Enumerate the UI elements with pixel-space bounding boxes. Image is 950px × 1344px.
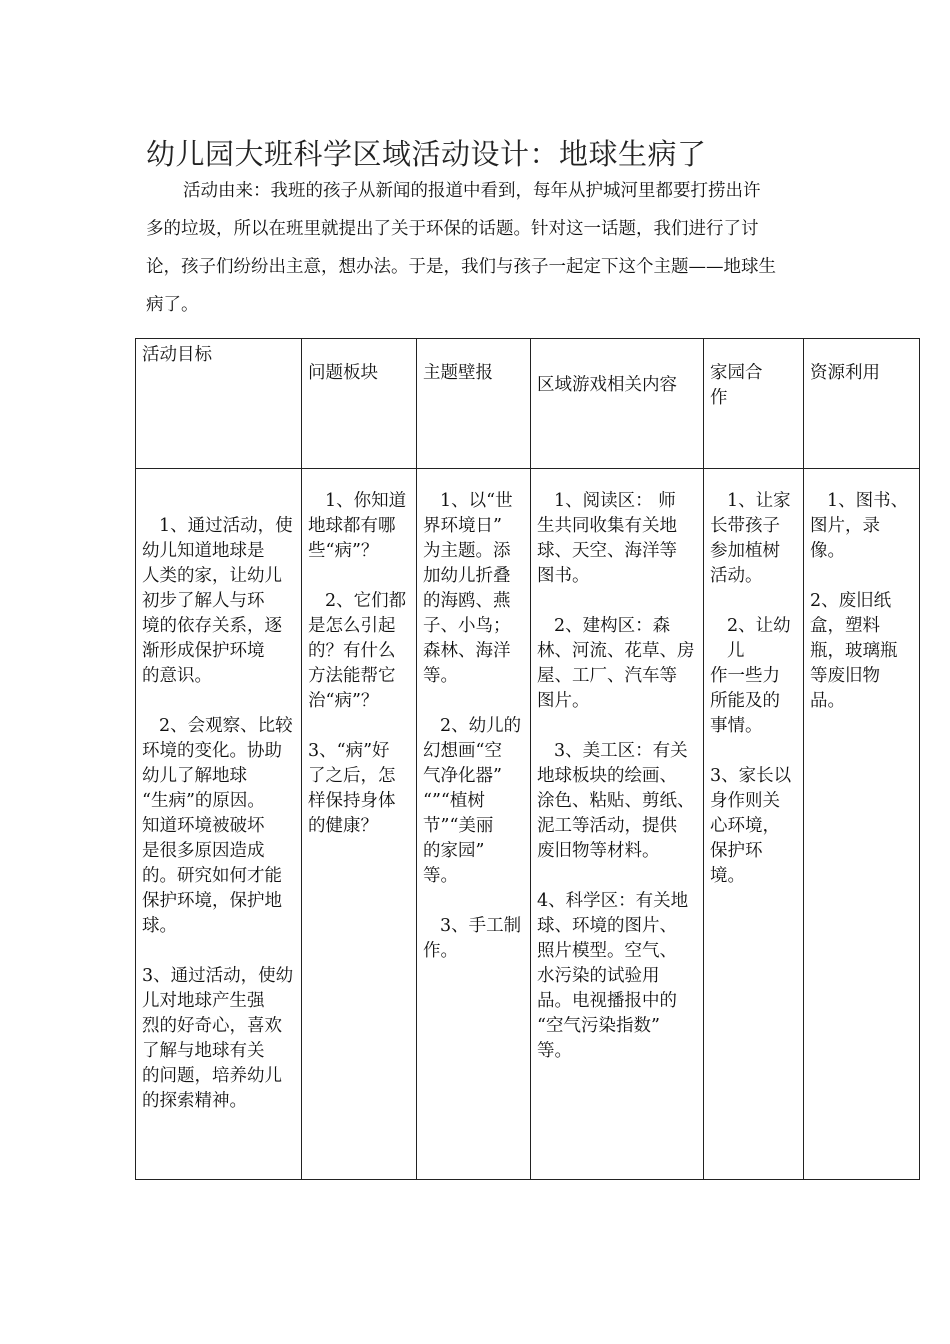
cell-text-line: 1、以“世 (440, 491, 513, 511)
cell-text-line: 3、美工区：有关 (554, 741, 688, 761)
cell-text-line: 人类的家，让幼儿 (142, 566, 282, 586)
cell-text-line: 事情。 (710, 716, 763, 736)
cell-text-line: 1、图书、 (827, 491, 909, 511)
cell-text-line: 的问题，培养幼儿 (142, 1066, 282, 1086)
cell-text-line: 心环境， (710, 816, 780, 836)
cell-text-line: 屋、工厂、汽车等 (537, 666, 677, 686)
intro-line: 活动由来：我班的孩子从新闻的报道中看到，每年从护城河里都要打捞出许 (183, 181, 761, 201)
cell-text-line: 4、科学区：有关地 (537, 891, 689, 911)
intro-line: 多的垃圾，所以在班里就提出了关于环保的话题。针对这一话题，我们进行了讨 (146, 219, 759, 239)
cell-text-line: 3、手工制 (440, 916, 522, 936)
cell-text-line: 长带孩子 (710, 516, 780, 536)
cell-text-line: 品。电视播报中的 (537, 991, 677, 1011)
cell-text-line: 方法能帮它 (308, 666, 396, 686)
cell-text-line: 1、通过活动，使 (159, 516, 293, 536)
cell-text-line: 保护环 (710, 841, 763, 861)
cell-text-line: 涂色、粘贴、剪纸、 (537, 791, 695, 811)
cell-text-line: 的海鸥、燕 (423, 591, 511, 611)
table-body-row (136, 469, 920, 1180)
cell-text-line: 瓶，玻璃瓶 (810, 641, 898, 661)
cell-text-line: 品。 (810, 691, 845, 711)
cell-text-line: 保护环境，保护地 (142, 891, 282, 911)
cell-text-line: 初步了解人与环 (142, 591, 265, 611)
cell-text-line: 是怎么引起 (308, 616, 396, 636)
cell-text-line: 治“病”？ (308, 691, 379, 711)
cell-text-line: 图片。 (537, 691, 590, 711)
cell-text-line: 些“病”？ (308, 541, 379, 561)
cell-text-line: 的。研究如何才能 (142, 866, 282, 886)
cell-text-line: 的？有什么 (308, 641, 396, 661)
cell-text-line: 幼儿了解地球 (142, 766, 247, 786)
cell-text-line: 了之后，怎 (308, 766, 396, 786)
cell-resources (804, 469, 920, 1180)
cell-text-line: 境。 (710, 866, 745, 886)
cell-text-line: 球。 (142, 916, 177, 936)
document-title: 幼儿园大班科学区域活动设计：地球生病了 (146, 137, 707, 171)
cell-text-line: 照片模型。空气、 (537, 941, 677, 961)
cell-text-line: 1、让家 (727, 491, 791, 511)
cell-wall-poster (417, 469, 531, 1180)
cell-text-line: 的家园” (423, 841, 485, 861)
cell-text-line: 1、阅读区： 师 (554, 491, 676, 511)
header-area-games: 区域游戏相关内容 (531, 339, 704, 469)
intro-line: 论，孩子们纷纷出主意，想办法。于是，我们与孩子一起定下这个主题——地球生 (146, 257, 776, 277)
intro-line: 病了。 (146, 295, 199, 315)
cell-text-line: 林、河流、花草、房 (537, 641, 695, 661)
cell-text-line: 3、家长以 (710, 766, 792, 786)
cell-text-line: 3、“病”好 (308, 741, 390, 761)
header-problems: 问题板块 (302, 339, 417, 469)
cell-text-line: 像。 (810, 541, 845, 561)
cell-text-line: 2、幼儿的 (440, 716, 522, 736)
cell-text-line: 作一些力 (710, 666, 780, 686)
cell-text-line: 儿对地球产生强 (142, 991, 265, 1011)
cell-text-line: 的探索精神。 (142, 1091, 247, 1111)
cell-text-line: 活动。 (710, 566, 763, 586)
cell-text-line: 2、建构区：森 (554, 616, 671, 636)
cell-text-line: 加幼儿折叠 (423, 566, 511, 586)
cell-text-line: 生共同收集有关地 (537, 516, 677, 536)
cell-text-line: 地球板块的绘画、 (537, 766, 677, 786)
cell-home-school (704, 469, 804, 1180)
cell-text-line: 等。 (537, 1041, 572, 1061)
cell-text-line: 泥工等活动，提供 (537, 816, 677, 836)
cell-text-line: 盒，塑料 (810, 616, 880, 636)
cell-text-line: 2、它们都 (325, 591, 407, 611)
cell-text-line: 样保持身体 (308, 791, 396, 811)
cell-text-line: 幼儿知道地球是 (142, 541, 265, 561)
cell-text-line: 参加植树 (710, 541, 780, 561)
cell-text-line: 了解与地球有关 (142, 1041, 265, 1061)
cell-text-line: 球、环境的图片、 (537, 916, 677, 936)
activity-table (135, 338, 920, 1180)
cell-text-line: 境的依存关系，逐 (142, 616, 282, 636)
cell-text-line: 等。 (423, 666, 458, 686)
table-header-row (136, 339, 920, 469)
cell-problems (302, 469, 417, 1180)
cell-text-line: 图片，录 (810, 516, 880, 536)
cell-goals (136, 469, 302, 1180)
cell-text-line: 图书。 (537, 566, 590, 586)
cell-text-line: “”“植树 (423, 791, 485, 811)
header-wall-poster: 主题壁报 (417, 339, 531, 469)
header-home-school: 家园合 作 (704, 339, 804, 469)
cell-text-line: 所能及的 (710, 691, 780, 711)
cell-text-line: 1、你知道 (325, 491, 407, 511)
cell-text-line: 2、会观察、比较 (159, 716, 293, 736)
cell-text-line: 烈的好奇心，喜欢 (142, 1016, 282, 1036)
cell-text-line: 是很多原因造成 (142, 841, 265, 861)
cell-text-line: 为主题。添 (423, 541, 511, 561)
cell-text-line: 环境的变化。协助 (142, 741, 282, 761)
cell-text-line: 等。 (423, 866, 458, 886)
cell-text-line: 废旧物等材料。 (537, 841, 660, 861)
cell-text-line: 界环境日” (423, 516, 502, 536)
cell-text-line: 节”“美丽 (423, 816, 494, 836)
cell-text-line: 的意识。 (142, 666, 212, 686)
cell-text-line: 的健康？ (308, 816, 378, 836)
cell-text-line: 球、天空、海洋等 (537, 541, 677, 561)
cell-text-line: 等废旧物 (810, 666, 880, 686)
cell-text-line: 地球都有哪 (308, 516, 396, 536)
cell-text-line: 2、让幼儿 (727, 616, 791, 661)
cell-text-line: 作。 (423, 941, 458, 961)
cell-text-line: “空气污染指数” (537, 1016, 660, 1036)
cell-area-games (531, 469, 704, 1180)
cell-text-line: 子、小鸟； (423, 616, 511, 636)
header-goals: 活动目标 (136, 339, 302, 469)
intro-paragraph (146, 172, 816, 324)
cell-text-line: 幻想画“空 (423, 741, 502, 761)
cell-text-line: 2、废旧纸 (810, 591, 892, 611)
cell-text-line: 森林、海洋 (423, 641, 511, 661)
cell-text-line: 3、通过活动，使幼 (142, 966, 294, 986)
cell-text-line: 气净化器” (423, 766, 502, 786)
cell-text-line: 知道环境被破坏 (142, 816, 265, 836)
cell-text-line: “生病”的原因。 (142, 791, 265, 811)
header-resources: 资源利用 (804, 339, 920, 469)
cell-text-line: 渐形成保护环境 (142, 641, 265, 661)
cell-text-line: 身作则关 (710, 791, 780, 811)
cell-text-line: 水污染的试验用 (537, 966, 660, 986)
